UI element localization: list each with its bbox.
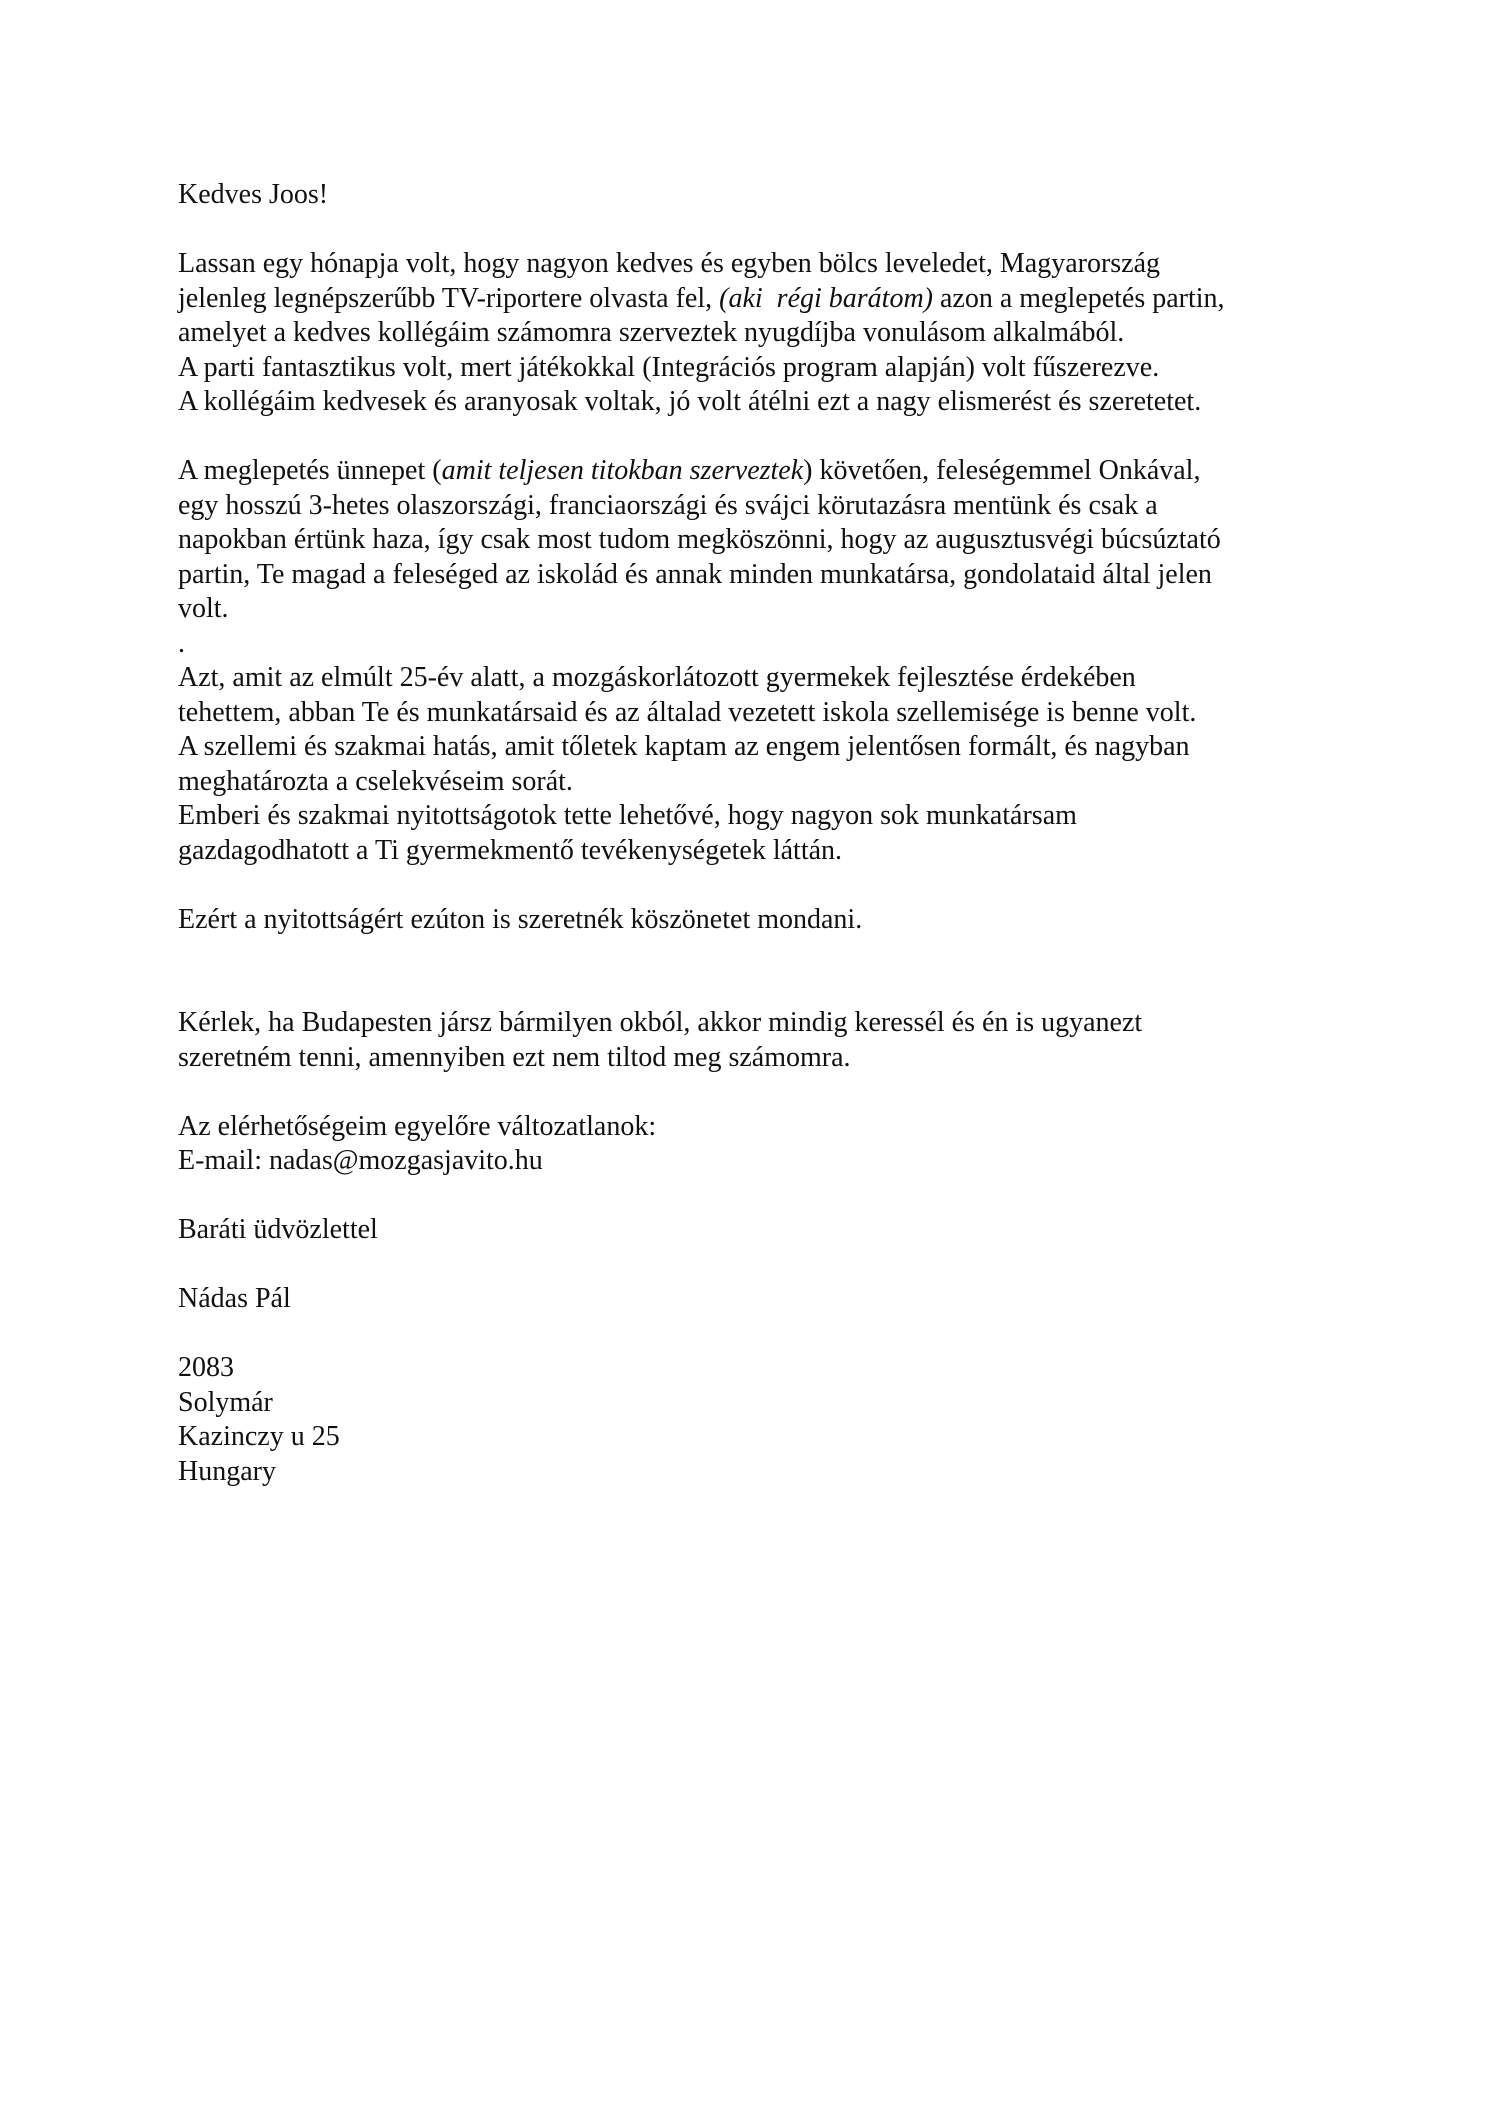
greeting: Kedves Joos!	[178, 179, 329, 210]
paragraph-line: .	[178, 627, 185, 659]
paragraph-line: Azt, amit az elmúlt 25-év alatt, a mozgáskorlátozott gyermekek fejlesztése érdekében	[178, 662, 1136, 693]
paragraph-line: tehettem, abban Te és munkatársaid és az általad vezetett iskola szellemisége is benne volt.	[178, 696, 1197, 728]
italic-text-run: amit teljesen titokban szerveztek	[441, 455, 804, 486]
paragraph-line	[178, 282, 1338, 317]
paragraph-line: meghatározta a cselekvéseim sorát.	[178, 765, 573, 797]
paragraph-line: Lassan egy hónapja volt, hogy nagyon kedves és egyben bölcs leveledet, Magyarország	[178, 248, 1161, 279]
text-run: A meglepetés ünnepet (	[178, 455, 442, 486]
text-run: ) követően, feleségemmel Onkával,	[803, 455, 1201, 486]
contact-intro: Az elérhetőségeim egyelőre változatlanok:	[178, 1110, 657, 1142]
paragraph-line: napokban értünk haza, így csak most tudom megköszönni, hogy az augusztusvégi búcsúztató	[178, 524, 1221, 555]
paragraph-invitation	[178, 1006, 1338, 1075]
paragraph-line: A szellemi és szakmai hatás, amit tőletek kaptam az engem jelentősen formált, és nagyban	[178, 731, 1190, 762]
paragraph-gratitude: Ezért a nyitottságért ezúton is szeretnék köszönetet mondani.	[178, 903, 863, 935]
paragraph-line: Kérlek, ha Budapesten jársz bármilyen okból, akkor mindig keressél és én is ugyanezt	[178, 1007, 1143, 1038]
paragraph-influence	[178, 661, 1338, 868]
text-run: azon a meglepetés partin,	[933, 282, 1225, 314]
address-postal-code: 2083	[178, 1352, 234, 1383]
paragraph-line: szeretném tenni, amennyiben ezt nem tiltod meg számomra.	[178, 1041, 851, 1073]
paragraph-line: A kollégáim kedvesek és aranyosak voltak, jó volt átélni ezt a nagy elismerést és szeretetet.	[178, 386, 1202, 417]
paragraph-party-thanks	[178, 247, 1338, 420]
paragraph-line: partin, Te magad a feleséged az iskolád és annak minden munkatársa, gondolataid által jelen	[178, 558, 1212, 590]
address-street: Kazinczy u 25	[178, 1421, 340, 1452]
paragraph-line	[178, 454, 1338, 489]
signature: Nádas Pál	[178, 1283, 291, 1314]
address-city: Solymár	[178, 1386, 273, 1418]
paragraph-line: Emberi és szakmai nyitottságotok tette lehetővé, hogy nagyon sok munkatársam	[178, 800, 1077, 831]
closing: Baráti üdvözlettel	[178, 1214, 378, 1245]
paragraph-line: volt.	[178, 593, 229, 624]
text-run: jelenleg legnépszerűbb TV-riportere olvasta fel,	[178, 282, 720, 314]
paragraph-line: egy hosszú 3-hetes olaszországi, franciaországi és svájci körutazásra mentünk és csak a	[178, 489, 1158, 521]
email-line: E-mail: nadas@mozgasjavito.hu	[178, 1145, 543, 1176]
paragraph-line: gazdagodhatott a Ti gyermekmentő tevékenységetek láttán.	[178, 834, 843, 866]
paragraph-trip	[178, 454, 1338, 661]
contact-block	[178, 1110, 1338, 1179]
paragraph-line: A parti fantasztikus volt, mert játékokkal (Integrációs program alapján) volt fűszerezve.	[178, 351, 1160, 383]
address-block	[178, 1351, 1338, 1489]
letter-body	[178, 178, 1338, 1489]
address-country: Hungary	[178, 1455, 276, 1487]
paragraph-line: amelyet a kedves kollégáim számomra szerveztek nyugdíjba vonulásom alkalmából.	[178, 317, 1125, 348]
italic-text-run: (aki régi barátom)	[719, 282, 933, 314]
